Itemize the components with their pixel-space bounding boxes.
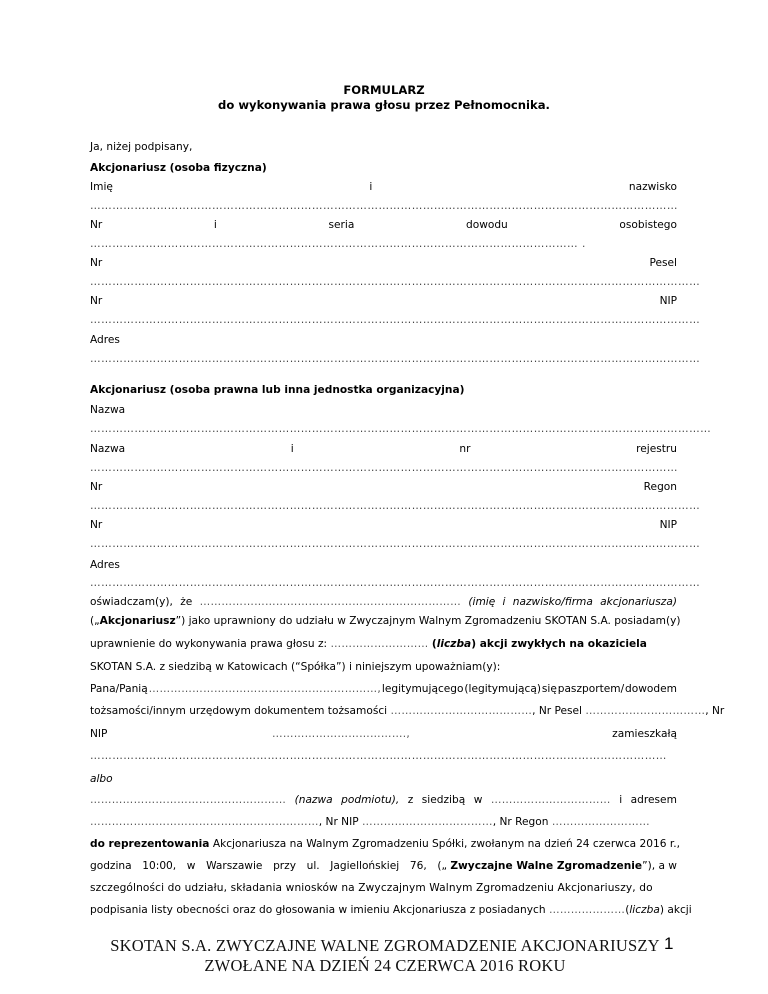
person-name-label: Imię i nazwisko [90, 181, 677, 193]
person-pesel-label: Nr Pesel [90, 257, 677, 269]
form-subtitle: do wykonywania prawa głosu przez Pełnomocnika. [218, 98, 550, 112]
company-line: SKOTAN S.A. z siedzibą w Katowicach (“Spółka”) i niniejszym upoważniam(y): [90, 661, 501, 673]
entity-reg-label: Nazwa i nr rejestru [90, 443, 677, 455]
proxy-pesel-field[interactable]: …………………………… [585, 705, 706, 717]
proxy-entity-ids-line: ………………………………………………………, Nr NIP ………………………………, Nr Regon ……………………… [90, 816, 650, 828]
page-number: 1 [664, 934, 674, 953]
proxy-nip-field[interactable]: ………………………………., [272, 728, 411, 740]
shareholder-name-field[interactable]: ……………………………………………………………… [199, 596, 462, 608]
form-title: FORMULARZ [343, 83, 425, 97]
voting-scope-line: podpisania listy obecności oraz do głosowania w imieniu Akcjonariusza z posiadanych …………………(liczba) akcji [90, 904, 692, 916]
alternative-label: albo [90, 773, 113, 785]
proxy-id-field[interactable]: ………………………………… [390, 705, 533, 717]
proxy-nip-line: NIP ………………………………., zamieszkałą [90, 728, 677, 740]
entity-address-label: Adres [90, 559, 120, 571]
proxy-name-field[interactable]: ………………………………………………………, [148, 683, 382, 695]
voting-right-line: uprawnienie do wykonywania prawa głosu z: ……………………… (liczba) akcji zwykłych na okaziciela [90, 638, 647, 650]
person-nip-label: Nr NIP [90, 295, 677, 307]
person-nip-field[interactable]: ………………………………………………………………………………………………………………………………………………… [90, 314, 701, 326]
proxy-entity-regon-field[interactable]: ……………………… [551, 816, 650, 828]
meeting-details-line: godzina 10:00, w Warszawie przy ul. Jagiellońskiej 76, („ Zwyczajne Walne Zgromadzenie”), a w [90, 860, 677, 872]
entity-heading: Akcjonariusz (osoba prawna lub inna jednostka organizacyjna) [90, 384, 465, 396]
person-name-field[interactable]: …………………………………………………………………………………………………………………………………………… [90, 200, 678, 212]
proxy-entity-seat-field[interactable]: …………………………… [490, 794, 611, 806]
person-pesel-field[interactable]: ………………………………………………………………………………………………………………………………………………… [90, 276, 701, 288]
person-id-label: Nr i seria dowodu osobistego [90, 219, 677, 231]
entity-regon-label: Nr Regon [90, 481, 677, 493]
entity-regon-field[interactable]: ………………………………………………………………………………………………………………………………………………… [90, 500, 701, 512]
shareholder-definition: („Akcjonariusz”) jako uprawniony do udziału w Zwyczajnym Walnym Zgromadzeniu SKOTAN S.A. posiadam(y) [90, 615, 681, 627]
entity-address-field[interactable]: ………………………………………………………………………………………………………………………………………………… [90, 577, 701, 589]
proxy-id-line: tożsamości/innym urzędowym dokumentem tożsamości …………………………………, Nr Pesel ……………………………, Nr [90, 705, 725, 717]
voting-share-count-field[interactable]: ………………… [548, 904, 626, 916]
proxy-entity-name-field[interactable]: ……………………………………………… [90, 794, 287, 806]
proxy-entity-line: ……………………………………………… (nazwa podmiotu), z siedzibą w …………………………… i adresem [90, 794, 677, 806]
proxy-entity-address-field[interactable]: ……………………………………………………… [90, 816, 319, 828]
person-address-label: Adres [90, 334, 120, 346]
entity-name-label: Nazwa [90, 404, 126, 416]
person-id-field[interactable]: …………………………………………………………………………………………………………………… . [90, 238, 586, 250]
entity-nip-field[interactable]: ………………………………………………………………………………………………………………………………………………… [90, 538, 701, 550]
entity-name-field[interactable]: …………………………………………………………………………………………………………………………………………………… [90, 423, 712, 435]
entity-nip-label: Nr NIP [90, 519, 677, 531]
scope-line: szczególności do udziału, składania wniosków na Zwyczajnym Walnym Zgromadzeniu Akcjonariuszy, do [90, 882, 653, 894]
proxy-entity-nip-field[interactable]: ……………………………… [361, 816, 493, 828]
intro-text: Ja, niżej podpisany, [90, 141, 193, 153]
representation-line: do reprezentowania Akcjonariusza na Walnym Zgromadzeniu Spółki, zwołanym na dzień 24 czerwca 2016 r., [90, 838, 680, 850]
person-heading: Akcjonariusz (osoba fizyczna) [90, 162, 267, 174]
share-count-field[interactable]: ……………………… [330, 638, 429, 650]
person-address-field[interactable]: ………………………………………………………………………………………………………………………………………………… [90, 353, 701, 365]
proxy-address-field[interactable]: ………………………………………………………………………………………………………………………………………… [90, 750, 667, 762]
declaration-line: oświadczam(y), że ……………………………………………………………… (imię i nazwisko/firma akcjonariusza) [90, 596, 677, 608]
proxy-person-line: Pana/Panią ………………………………………………………, legitymującego (legitymującą) się paszportem/ dowodem [90, 683, 677, 695]
entity-reg-field[interactable]: …………………………………………………………………………………………………………………………………………… [90, 462, 678, 474]
footer-line-2: ZWOŁANE NA DZIEŃ 24 CZERWCA 2016 ROKU [204, 956, 566, 975]
footer-line-1: SKOTAN S.A. ZWYCZAJNE WALNE ZGROMADZENIE AKCJONARIUSZY [110, 936, 660, 955]
